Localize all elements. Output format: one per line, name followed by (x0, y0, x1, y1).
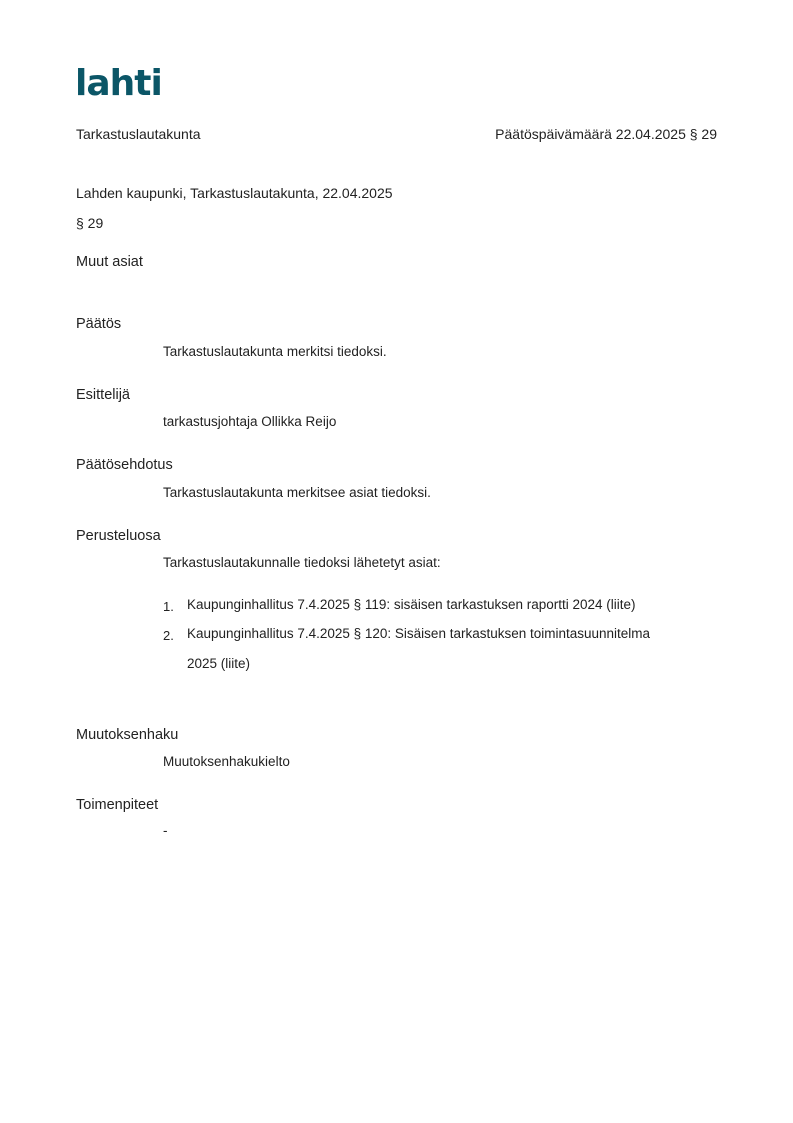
proposal-text: Tarkastuslautakunta merkitsee asiat tiedoksi. (163, 485, 431, 500)
list-item-text: Kaupunginhallitus 7.4.2025 § 120: Sisäisen tarkastuksen toimintasuunnitelma (187, 626, 651, 641)
meeting-line: Lahden kaupunki, Tarkastuslautakunta, 22.04.2025 (76, 185, 393, 201)
list-item-text-continued: 2025 (liite) (187, 656, 251, 671)
logo-text: lahti (75, 64, 162, 98)
matter-title: Muut asiat (76, 254, 143, 270)
list-item-number: 1. (163, 599, 174, 614)
actions-heading: Toimenpiteet (76, 797, 159, 813)
list-item-text: Kaupunginhallitus 7.4.2025 § 119: sisäisen tarkastuksen raportti 2024 (liite) (187, 597, 636, 612)
committee-name: Tarkastuslautakunta (76, 126, 201, 142)
proposal-heading: Päätösehdotus (76, 457, 173, 473)
presenter-heading: Esittelijä (76, 387, 130, 403)
grounds-intro: Tarkastuslautakunnalle tiedoksi lähetetyt asiat: (163, 555, 441, 570)
appeal-heading: Muutoksenhaku (76, 727, 179, 743)
grounds-heading: Perusteluosa (76, 528, 161, 544)
presenter-text: tarkastusjohtaja Ollikka Reijo (163, 414, 337, 429)
actions-text: - (163, 823, 168, 838)
section-number: § 29 (76, 215, 104, 231)
lahti-logo (75, 64, 167, 98)
list-item-number: 2. (163, 628, 174, 643)
appeal-text: Muutoksenhakukielto (163, 754, 290, 769)
decision-date: Päätöspäivämäärä 22.04.2025 § 29 (495, 126, 717, 142)
decision-text: Tarkastuslautakunta merkitsi tiedoksi. (163, 344, 387, 359)
decision-heading: Päätös (76, 316, 122, 332)
